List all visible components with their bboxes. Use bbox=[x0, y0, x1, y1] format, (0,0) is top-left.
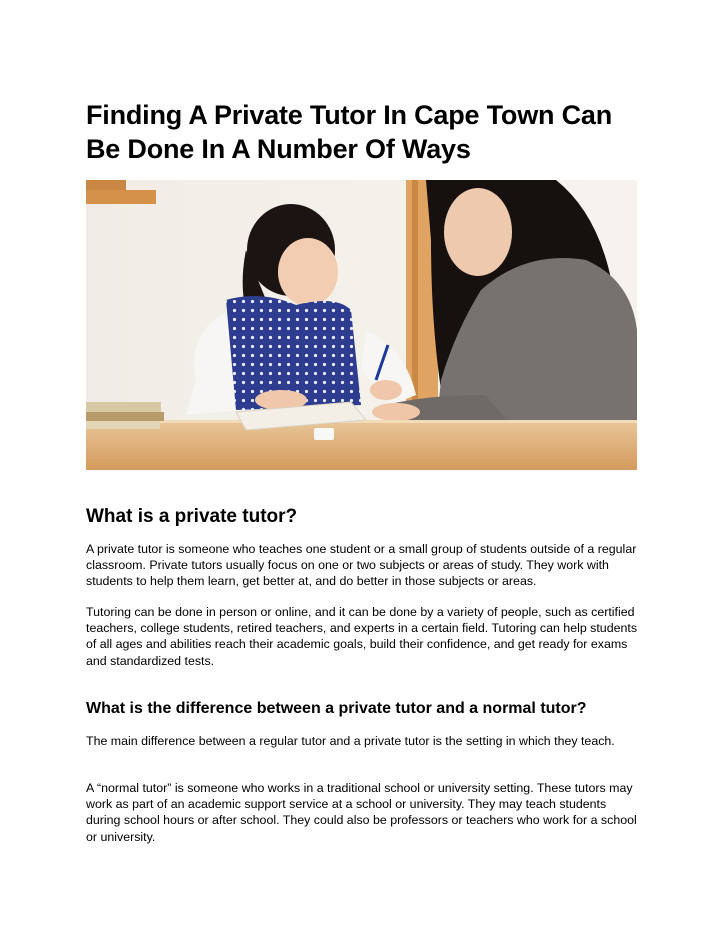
paragraph: The main difference between a regular tutor and a private tutor is the setting in which they teach. bbox=[86, 734, 615, 748]
section-heading: What is a private tutor? bbox=[86, 506, 298, 527]
paragraph: Tutoring can be done in person or online, and it can be done by a variety of people, such as certified teachers, college students, retired teachers, and experts in a certain field. Tutoring can help students of all ages and abilities reach their academic goals, build their confidence, and get ready for exams and standardized tests. bbox=[86, 605, 638, 668]
article-title: Finding A Private Tutor In Cape Town Can Be Done In A Number Of Ways bbox=[86, 100, 613, 164]
paragraph: A private tutor is someone who teaches one student or a small group of students outside of a regular classroom. Private tutors usually focus on one or two subjects or areas of study. They work with students to help them learn, get better at, and do better in those subjects or areas. bbox=[86, 542, 637, 589]
section-heading: What is the difference between a private tutor and a normal tutor? bbox=[86, 700, 587, 717]
tutoring-photo bbox=[86, 180, 637, 470]
paragraph: A “normal tutor” is someone who works in a traditional school or university setting. These tutors may work as part of an academic support service at a school or university. They may teach students during school hours or after school. They could also be professors or teachers who work for a school or university. bbox=[86, 781, 637, 844]
